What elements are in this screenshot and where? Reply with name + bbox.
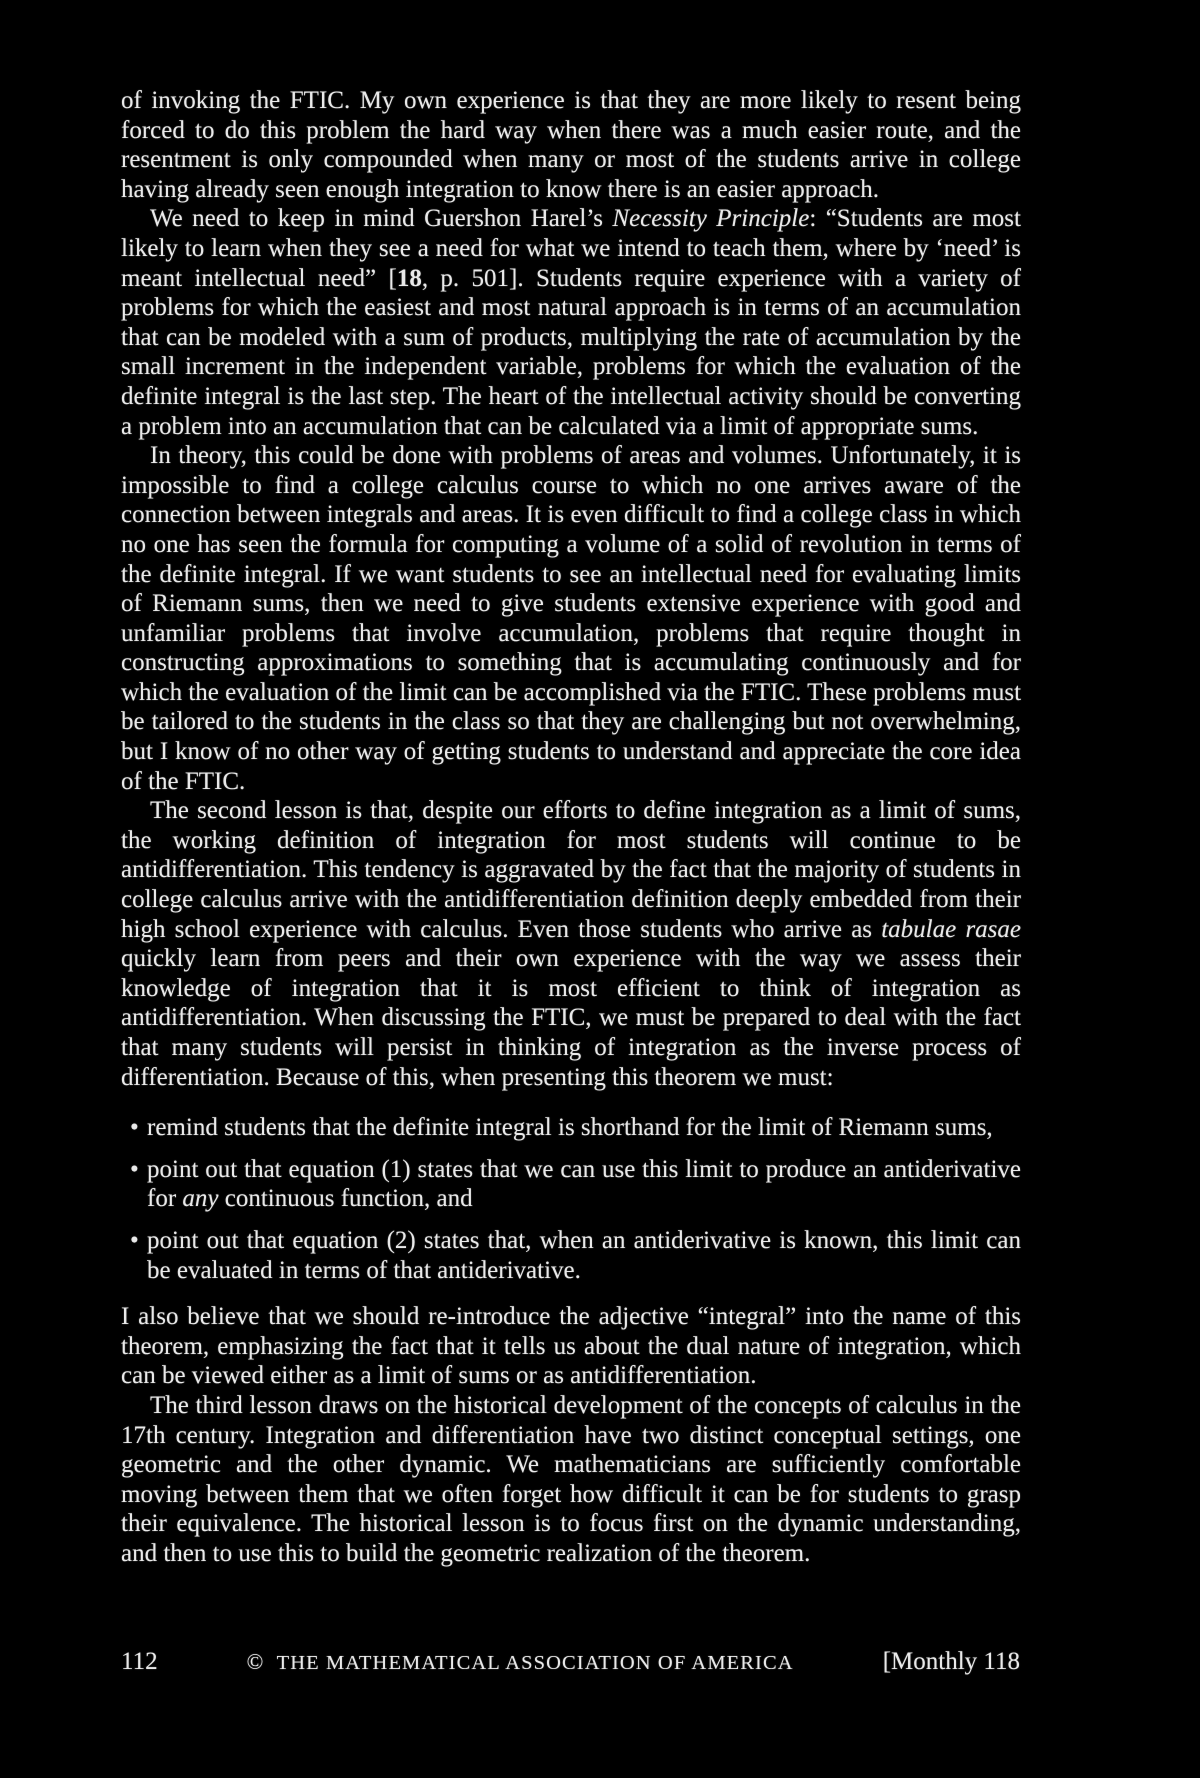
copyright-icon: ©	[246, 1649, 264, 1674]
page-footer	[121, 1648, 1020, 1676]
footer-issue-label: [Monthly 118	[882, 1648, 1020, 1675]
text-segment: any	[182, 1185, 219, 1213]
text-segment: Necessity Principle	[612, 205, 810, 233]
bullet-item	[121, 1155, 1021, 1214]
bullet-list	[121, 1113, 1021, 1285]
text-segment: remind students that the definite integral is shorthand for the limit of Riemann sums,	[147, 1114, 993, 1142]
paragraph	[121, 86, 1021, 204]
text-segment: of invoking the FTIC. My own experience is that they are more likely to resent being forced to do this problem the hard way when there was a much easier route, and the resentment is only compounded when many or most of the students arrive in college having already seen enough integration to know there is an easier approach.	[121, 87, 1021, 203]
text-segment: We need to keep in mind Guershon Harel’s	[150, 205, 613, 233]
paragraph	[121, 441, 1021, 796]
text-segment: point out that equation (2) states that, when an antiderivative is known, this limit can be evaluated in terms of that antiderivative.	[147, 1226, 1021, 1284]
footer-page-number: 112	[121, 1648, 158, 1675]
text-segment: quickly learn from peers and their own experience with the way we assess their knowledge of integration that it is most efficient to think of integration as antidifferentiation. When discussing the FTIC, we must be prepared to deal with the fact that many students will persist in thinking of integration as the inverse process of differentiation. Because of this, when presenting this theorem we must:	[121, 945, 1021, 1091]
text-segment: point out that equation (1) states that we can use this limit to produce an antiderivative for	[147, 1155, 1021, 1213]
bullet-item	[121, 1113, 1021, 1143]
text-segment: In theory, this could be done with problems of areas and volumes. Unfortunately, it is impossible to find a college calculus course to which no one arrives aware of the connection between integrals and areas. It is even difficult to find a college class in which no one has seen the formula for computing a volume of a solid of revolution in terms of the definite integral. If we want students to see an intellectual need for evaluating limits of Riemann sums, then we need to give students extensive experience with good and unfamiliar problems that involve accumulation, problems that require thought in constructing approximations to something that is accumulating continuously and for which the evaluation of the limit can be accomplished via the FTIC. These problems must be tailored to the students in the class so that they are challenging but not overwhelming, but I know of no other way of getting students to understand and appreciate the core idea of the FTIC.	[121, 442, 1022, 795]
paragraph	[121, 1302, 1021, 1391]
paragraph	[121, 204, 1021, 441]
text-segment: , p. 501]. Students require experience with a variety of problems for which the easiest and most natural approach is in terms of an accumulation that can be modeled with a sum of products, multiplying the rate of accumulation by the small increment in the independent variable, problems for which the evaluation of the definite integral is the last step. The heart of the intellectual activity should be converting a problem into an accumulation that can be calculated via a limit of appropriate sums.	[121, 264, 1021, 440]
text-segment: The third lesson draws on the historical development of the concepts of calculus in the 17th century. Integration and differentiation have two distinct conceptual settings, one geometric and the other dynamic. We mathematicians are sufficiently comfortable moving between them that we often forget how difficult it can be for students to grasp their equivalence. The historical lesson is to focus first on the dynamic understanding, and then to use this to build the geometric realization of the theorem.	[121, 1391, 1021, 1567]
footer-publisher	[247, 1648, 794, 1676]
paragraph	[121, 796, 1021, 1092]
bullet-item	[121, 1226, 1021, 1285]
paragraph	[121, 1391, 1021, 1569]
text-segment: I also believe that we should re-introduce the adjective “integral” into the name of this theorem, emphasizing the fact that it tells us about the dual nature of integration, which can be viewed either as a limit of sums or as antidifferentiation.	[121, 1303, 1021, 1390]
footer-publisher-text: THE MATHEMATICAL ASSOCIATION OF AMERICA	[276, 1652, 794, 1674]
page-body	[121, 86, 1021, 1569]
text-segment: The second lesson is that, despite our efforts to define integration as a limit of sums, the working definition of integration for most students will continue to be antidifferentiation. This tendency is aggravated by the fact that the majority of students in college calculus arrive with the antidifferentiation definition deeply embedded from their high school experience with calculus. Even those students who arrive as	[121, 797, 1021, 943]
text-segment: continuous function, and	[218, 1185, 473, 1213]
text-segment: 18	[396, 264, 422, 292]
text-segment: tabulae rasae	[881, 915, 1021, 943]
text-segment: : “Students are most likely to learn when they see a need for what we intend to teach them, where by ‘need’ is meant intellectual need” [	[121, 205, 1021, 292]
